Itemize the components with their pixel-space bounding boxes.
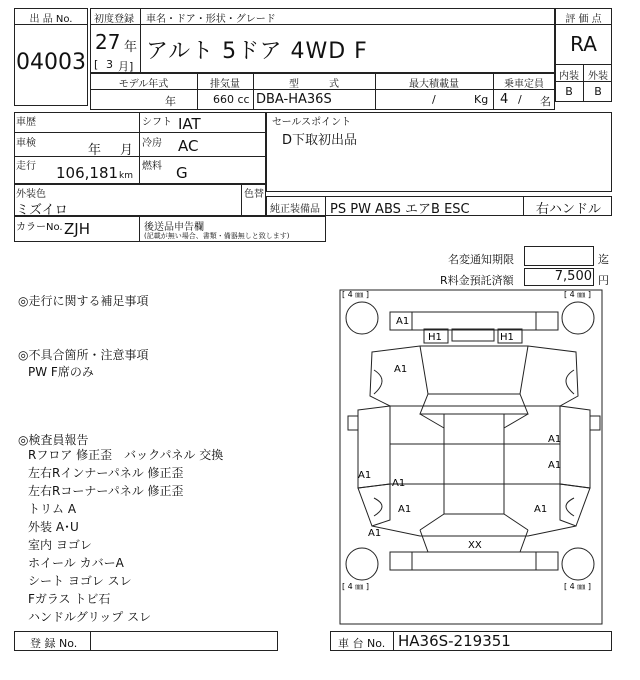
damage-mark: A1 <box>548 460 562 471</box>
year-unit: 年 <box>124 40 138 55</box>
inspector-line: Fガラス トビ石 <box>28 592 111 606</box>
color-no-label: カラーNo. <box>16 222 63 233</box>
damage-mark: A1 <box>396 316 410 327</box>
tire-rear-right <box>562 548 594 580</box>
name-change-box <box>524 246 594 266</box>
lot-no: 04003 <box>16 50 86 75</box>
max-load-unit: Kg <box>474 93 489 106</box>
first-reg-year: 27 <box>95 30 121 54</box>
first-reg-month: 3 <box>106 58 113 71</box>
exterior-label: 外装 <box>588 71 608 82</box>
driving-notes-title: ◎走行に関する補足事項 <box>18 294 149 308</box>
ext-color-label: 外装色 <box>16 189 46 200</box>
rating-score: RA <box>570 32 597 56</box>
details-box <box>14 112 266 184</box>
model-year-label: モデル年式 <box>118 79 169 90</box>
inspector-line: Rフロア 修正歪 バックパネル 交換 <box>28 448 224 462</box>
name-change-label: 名変通知期限 <box>448 253 514 266</box>
interior-grade: B <box>565 85 573 98</box>
max-load-label: 最大積載量 <box>409 79 459 90</box>
car-name-label: 車名・ドア・形状・グレード <box>146 14 276 25</box>
max-load-sep: / <box>432 93 436 106</box>
color-change-label: 色替 <box>244 189 264 200</box>
damage-mark: A1 <box>394 364 408 375</box>
tire-front-left <box>346 302 378 334</box>
mileage-label: 走行 <box>16 161 36 172</box>
tire-front-right <box>562 302 594 334</box>
interior-label: 内装 <box>559 71 579 82</box>
damage-mark: H1 <box>500 332 514 343</box>
fuel: G <box>176 164 188 182</box>
capacity-label: 乗車定員 <box>504 79 544 90</box>
capacity-unit: 名 <box>540 95 551 108</box>
color-no: ZJH <box>64 220 90 238</box>
damage-mark: XX <box>468 540 482 551</box>
defects-title: ◎不具合箇所・注意事項 <box>18 348 149 362</box>
recycle-label: R料金預託済額 <box>440 274 514 287</box>
rating-label: 評 価 点 <box>565 14 602 25</box>
lot-no-label: 出 品 No. <box>29 14 73 25</box>
fuel-label: 燃料 <box>142 161 162 172</box>
damage-mark: A1 <box>534 504 548 515</box>
history-label: 車歴 <box>16 117 36 128</box>
car-name: アルト 5ドア 4WD F <box>146 39 368 64</box>
inspector-line: ホイール カバーA <box>28 556 124 570</box>
displacement-label: 排気量 <box>210 79 240 90</box>
shift-label: シフト <box>142 117 172 128</box>
aftermarket-note: (記載が無い場合、書類・備器無しと致します) <box>144 232 290 240</box>
ext-color: ミズイロ <box>16 203 68 218</box>
name-change-unit: 迄 <box>598 253 609 266</box>
mileage: 106,181 <box>56 164 119 182</box>
recycle-unit: 円 <box>598 274 609 287</box>
damage-mark: A1 <box>358 470 372 481</box>
first-reg-month-open: [ <box>94 58 99 71</box>
exterior-grade: B <box>594 85 602 98</box>
chassis-label: 車 台 No. <box>338 637 386 650</box>
inspector-title: ◎検査員報告 <box>18 433 89 447</box>
damage-mark: A1 <box>392 478 406 489</box>
inspector-line: シート ヨゴレ スレ <box>28 574 132 588</box>
mileage-unit: km <box>119 171 133 181</box>
steering: 右ハンドル <box>536 202 602 217</box>
inspector-line: 外装 A･U <box>28 520 79 534</box>
shift: IAT <box>178 115 201 133</box>
defect-item: PW F席のみ <box>28 365 94 379</box>
damage-mark: H1 <box>428 332 442 343</box>
sales-point-label: セールスポイント <box>272 117 352 128</box>
damage-mark: A1 <box>368 528 382 539</box>
tire-depth-fr: [ 4 ㎜ ] <box>564 290 591 299</box>
tire-depth-rr: [ 4 ㎜ ] <box>564 582 591 591</box>
tire-rear-left <box>346 548 378 580</box>
inspector-line: トリム A <box>28 502 77 516</box>
type-label: 型 式 <box>289 79 339 90</box>
damage-mark: A1 <box>398 504 412 515</box>
inspection-year: 年 <box>88 143 102 158</box>
ac-label: 冷房 <box>142 138 162 149</box>
ac: AC <box>178 137 199 155</box>
inspection-label: 車検 <box>16 138 36 149</box>
sales-point: D下取初出品 <box>282 133 358 148</box>
inspection-month: 月 <box>120 143 134 158</box>
type: DBA-HA36S <box>256 92 332 107</box>
inspector-line: ハンドルグリップ スレ <box>28 610 152 624</box>
inspector-line: 左右Rコーナーパネル 修正歪 <box>28 484 184 498</box>
chassis-no: HA36S-219351 <box>398 632 511 650</box>
recycle-amount: 7,500 <box>554 269 592 284</box>
model-year-unit: 年 <box>165 95 176 108</box>
first-reg-label: 初度登録 <box>94 14 134 25</box>
capacity: 4 <box>500 92 509 107</box>
displacement: 660 cc <box>213 93 250 106</box>
aftermarket-label: 後送品申告欄 <box>144 222 204 233</box>
capacity-sep: / <box>518 93 522 106</box>
inspector-line: 室内 ヨゴレ <box>28 538 92 552</box>
car-damage-diagram <box>328 284 612 628</box>
month-unit: 月] <box>118 60 134 73</box>
tire-depth-fl: [ 4 ㎜ ] <box>342 290 369 299</box>
equipment: PS PW ABS エアB ESC <box>330 202 470 217</box>
equipment-label: 純正装備品 <box>270 204 320 215</box>
damage-mark: A1 <box>548 434 562 445</box>
reg-no-label: 登 録 No. <box>30 637 78 650</box>
inspector-line: 左右Rインナーパネル 修正歪 <box>28 466 184 480</box>
tire-depth-rl: [ 4 ㎜ ] <box>342 582 369 591</box>
